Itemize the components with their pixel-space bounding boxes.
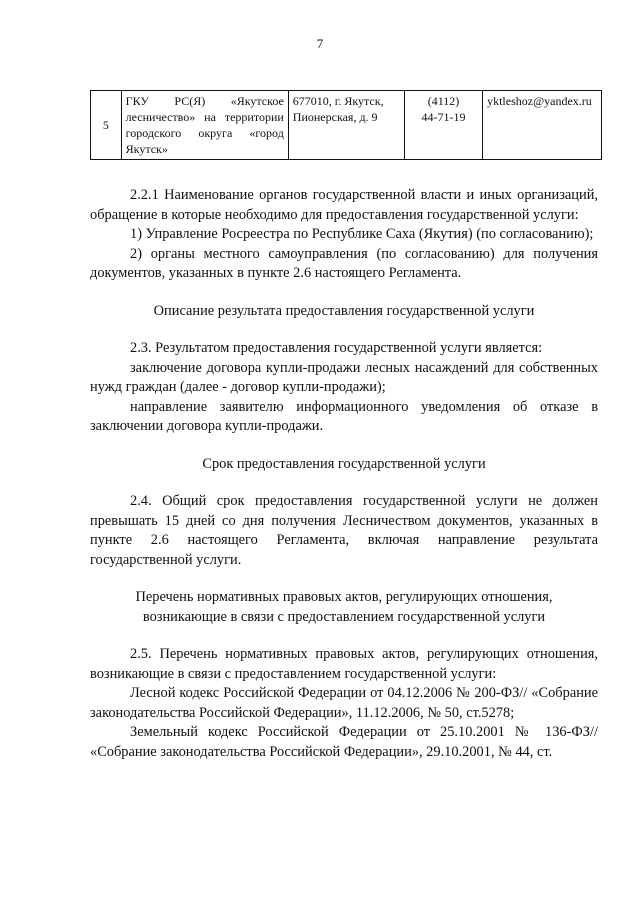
paragraph-2-5-item-1: Лесной кодекс Российской Федерации от 04.12.2006 № 200-ФЗ// «Собрание законодательства Российской Федерации», 11.12.2006, № 50, ст.5278; [90,685,598,721]
organization-name: ГКУ РС(Я) «Якутское лесничество» на территории городского округа «город Якутск» [121,91,288,160]
heading-result: Описание результата предоставления государственной услуги [153,302,535,319]
phone-number: 44-71-19 [421,110,466,124]
document-body [90,186,598,762]
page-number: 7 [316,36,324,51]
organization-email: yktleshoz@yandex.ru [483,91,602,160]
paragraph-2-3-item-2: направление заявителю информационного уведомления об отказе в заключении договора купли-продажи. [90,398,598,434]
paragraph-2-2-1-item-1: 1) Управление Росреестра по Республике Саха (Якутия) (по согласованию); [130,226,594,242]
paragraph-2-2-1: 2.2.1 Наименование органов государственной власти и иных организаций, обращение в которые необходимо для предоставления государственной услуги: [90,187,598,223]
paragraph-2-3: 2.3. Результатом предоставления государственной услуги является: [130,340,543,356]
contacts-table [90,90,602,160]
heading-acts-line-1: Перечень нормативных правовых актов, регулирующих отношения, [135,589,553,605]
table-row [91,91,602,160]
organization-phone [404,91,482,160]
paragraph-2-3-item-1: заключение договора купли-продажи лесных насаждений для собственных нужд граждан (далее - договор купли-продажи); [90,359,598,395]
heading-acts-line-2: возникающие в связи с предоставлением государственной услуги [142,608,546,625]
organization-address: 677010, г. Якутск, Пионерская, д. 9 [288,91,404,160]
phone-code: (4112) [427,94,460,108]
paragraph-2-2-1-item-2: 2) органы местного самоуправления (по согласованию) для получения документов, указанных в пункте 2.6 настоящего Регламента. [90,245,598,281]
row-number: 5 [91,91,122,160]
paragraph-2-5-item-2: Земельный кодекс Российской Федерации от 25.10.2001 № 136-ФЗ// «Собрание законодательства Российской Федерации», 29.10.2001, № 44, ст. [90,724,598,760]
heading-acts [90,588,598,627]
paragraph-2-4: 2.4. Общий срок предоставления государственной услуги не должен превышать 15 дней со дня получения Лесничеством документов, указанных в пункте 2.6 настоящего Регламента, включая направление результата государственной услуги. [90,493,598,568]
paragraph-2-5: 2.5. Перечень нормативных правовых актов, регулирующих отношения, возникающие в связи с предоставлением государственной услуги: [90,646,598,682]
heading-term: Срок предоставления государственной услуги [202,455,486,472]
